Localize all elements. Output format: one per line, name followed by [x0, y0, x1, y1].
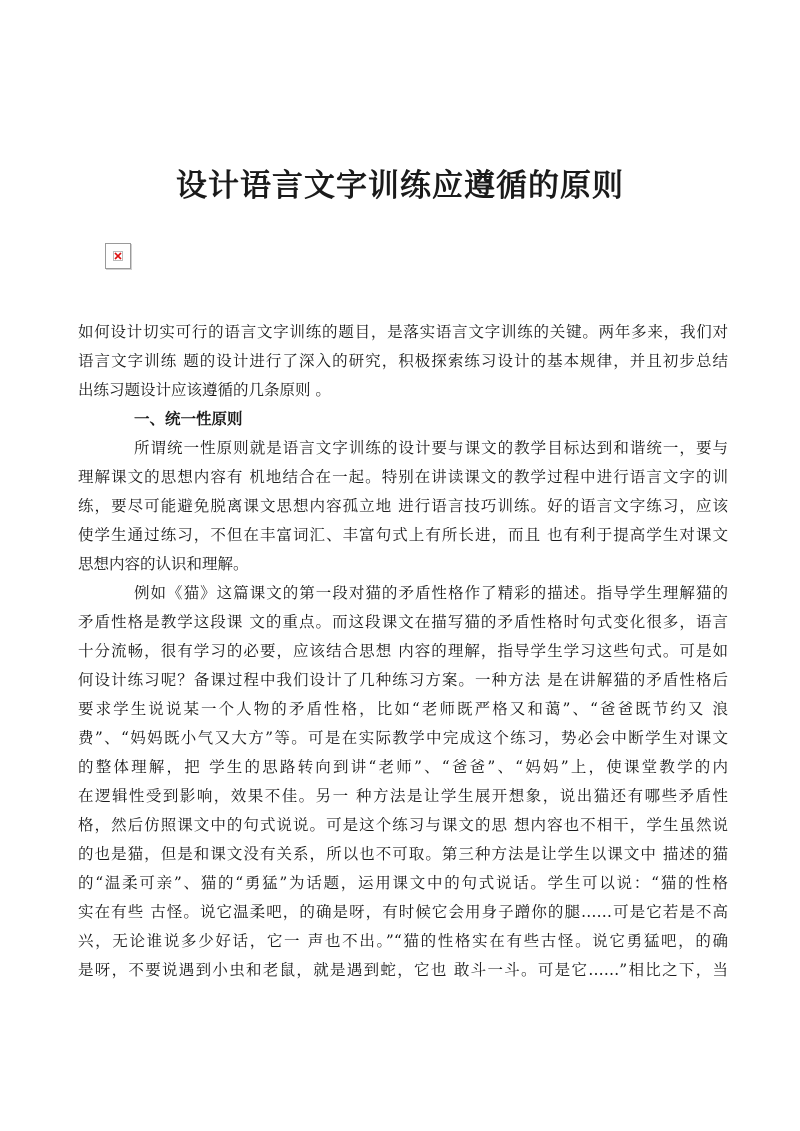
- text-line: 十分流畅，很有学习的必要，应该结合思想 内容的理解，指导学生学习这些句式。可是如: [78, 642, 728, 660]
- text-line: 何设计练习呢？备课过程中我们设计了几种练习方案。一种方法 是在讲解猫的矛盾性格后: [78, 671, 728, 689]
- text-line: 使学生通过练习，不但在丰富词汇、丰富句式上有所长进，而且 也有利于提高学生对课文: [78, 526, 728, 544]
- text-line: 如何设计切实可行的语言文字训练的题目，是落实语言文字训练的关键。两年多来，我们对: [78, 323, 728, 341]
- text-line: 在逻辑性受到影响，效果不佳。另一 种方法是让学生展开想象，说出猫还有哪些矛盾性: [78, 787, 728, 805]
- text-line: 所谓统一性原则就是语言文字训练的设计要与课文的教学目标达到和谐统一，要与: [134, 439, 728, 457]
- text-line: 思想内容的认识和理解。: [78, 555, 249, 573]
- text-line: 的整体理解，把 学生的思路转向到讲“老师”、“爸爸”、“妈妈”上，使课堂教学的内: [78, 758, 728, 776]
- document-body: [78, 318, 728, 985]
- text-line: 的“温柔可亲”、猫的“勇猛”为话题，运用课文中的句式说话。学生可以说：“猫的性格: [78, 874, 728, 892]
- text-line: 要求学生说说某一个人物的矛盾性格，比如“老师既严格又和蔼”、“爸爸既节约又 浪: [78, 700, 728, 718]
- text-line: 语言文字训练 题的设计进行了深入的研究，积极探索练习设计的基本规律，并且初步总结: [78, 352, 728, 370]
- broken-image-icon: [105, 243, 131, 269]
- text-line: 例如《猫》这篇课文的第一段对猫的矛盾性格作了精彩的描述。指导学生理解猫的: [134, 584, 728, 602]
- text-line: 兴，无论谁说多少好话，它一 声也不出。”“猫的性格实在有些古怪。说它勇猛吧，的确: [78, 932, 728, 950]
- text-line: 练，要尽可能避免脱离课文思想内容孤立地 进行语言技巧训练。好的语言文字练习，应该: [78, 497, 728, 515]
- text-line: 理解课文的思想内容有 机地结合在一起。特别在讲读课文的教学过程中进行语言文字的训: [78, 468, 728, 486]
- section-heading: 一、统一性原则: [134, 410, 243, 428]
- paragraph-2: [78, 579, 728, 985]
- text-line: 是呀，不要说遇到小虫和老鼠，就是遇到蛇，它也 敢斗一斗。可是它……”相比之下，当: [78, 961, 728, 979]
- text-line: 矛盾性格是教学这段课 文的重点。而这段课文在描写猫的矛盾性格时句式变化很多，语言: [78, 613, 728, 631]
- text-line: 的也是猫，但是和课文没有关系，所以也不可取。第三种方法是让学生以课文中 描述的猫: [78, 845, 728, 863]
- text-line: 费”、“妈妈既小气又大方”等。可是在实际教学中完成这个练习，势必会中断学生对课文: [78, 729, 728, 747]
- text-line: 格，然后仿照课文中的句式说说。可是这个练习与课文的思 想内容也不相干，学生虽然说: [78, 816, 728, 834]
- image-placeholder-frame: [113, 251, 123, 261]
- intro-paragraph: [78, 318, 728, 405]
- red-x-icon: [114, 252, 122, 260]
- document-title: 设计语言文字训练应遵循的原则: [176, 168, 624, 204]
- text-line: 出练习题设计应该遵循的几条原则 。: [78, 381, 331, 399]
- paragraph-1: [78, 434, 728, 579]
- text-line: 实在有些 古怪。说它温柔吧，的确是呀，有时候它会用身子蹭你的腿……可是它若是不高: [78, 903, 728, 921]
